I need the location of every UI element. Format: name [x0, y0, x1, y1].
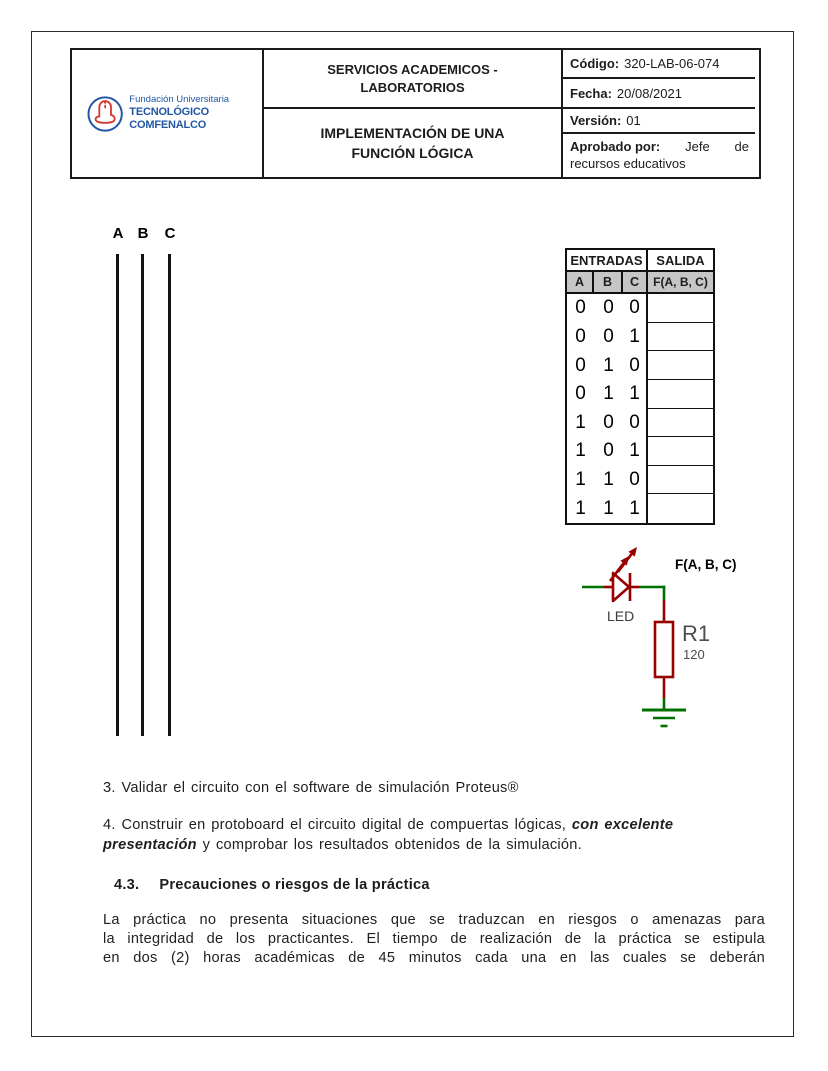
- truth-table-input-cell: 1: [629, 325, 640, 347]
- codigo-value: 320-LAB-06-074: [624, 56, 720, 71]
- aprobado-label: Aprobado por:: [570, 139, 661, 154]
- truth-table-input-cell: 1: [603, 383, 614, 405]
- section-line2: LABORATORIOS: [360, 79, 465, 95]
- circuit-output-label: F(A, B, C): [675, 557, 737, 572]
- version-label: Versión:: [570, 113, 622, 128]
- item4-line1-emphasis: con excelente: [571, 817, 674, 833]
- title-line1: IMPLEMENTACIÓN DE UNA: [320, 125, 505, 141]
- truth-table-input-cell: 0: [575, 325, 586, 347]
- truth-table-input-cell: 0: [629, 354, 640, 376]
- logo-line2: TECNOLÓGICO COMFENALCO: [129, 105, 209, 132]
- truth-table-input-cell: 1: [575, 440, 586, 462]
- meta-fecha: [563, 79, 755, 109]
- truth-table-output-cell: [648, 494, 713, 523]
- meta-version: [563, 109, 755, 134]
- body-paragraph: [103, 911, 765, 969]
- list-item-3: [103, 779, 767, 799]
- aprobado-word1: Jefe: [685, 139, 710, 154]
- input-line-a: [116, 254, 119, 736]
- truth-table-input-cell: 0: [575, 297, 586, 319]
- truth-table-output-cell: [648, 466, 713, 495]
- truth-table-input-cell: 1: [575, 469, 586, 491]
- truth-table-input-values: [567, 294, 648, 523]
- paragraph-line: en dos (2) horas académicas de 45 minutos cada una en las cuales se deberán: [103, 950, 765, 967]
- truth-table-input-cell: 0: [603, 297, 614, 319]
- resistor-value-label: 120: [683, 647, 705, 662]
- aprobado-line1: [570, 138, 749, 155]
- truth-table-output-cell: [648, 323, 713, 352]
- item4-line1: [103, 816, 767, 836]
- input-label-c: C: [164, 225, 176, 242]
- col-header-c: C: [623, 272, 648, 294]
- col-header-b: B: [594, 272, 623, 294]
- paragraph-line: la integridad de los practicantes. El tiempo de realización de la práctica se estipula: [103, 931, 765, 948]
- truth-table-output-cell: [648, 351, 713, 380]
- aprobado-word2: de: [734, 139, 749, 154]
- truth-table-input-cell: 0: [603, 440, 614, 462]
- truth-table-input-cell: 0: [629, 411, 640, 433]
- header-section-title: [264, 50, 561, 109]
- led-symbol-icon: [604, 573, 639, 601]
- item4-line2-emphasis: presentación: [103, 836, 197, 853]
- logo-line1: Fundación Universitaria: [129, 93, 230, 105]
- truth-table-input-cell: 0: [603, 411, 614, 433]
- title-line2: FUNCIÓN LÓGICA: [351, 145, 474, 161]
- truth-table-input-cell: 1: [603, 354, 614, 376]
- truth-table-input-cell: 1: [575, 497, 586, 519]
- led-circuit-diagram: [575, 533, 745, 743]
- input-line-c: [168, 254, 171, 736]
- logo-text: [129, 94, 262, 133]
- truth-table-input-cell: 0: [575, 354, 586, 376]
- list-item-4: [103, 816, 767, 855]
- salida-header: SALIDA: [648, 250, 713, 272]
- university-logo-icon: [86, 90, 124, 138]
- truth-table-input-cell: 1: [629, 383, 640, 405]
- col-header-f: F(A, B, C): [648, 272, 713, 294]
- item4-line1-normal: 4. Construir en protoboard el circuito digital de compuertas lógicas,: [103, 817, 572, 833]
- header-table: [70, 48, 761, 179]
- fecha-value: 20/08/2021: [616, 85, 682, 101]
- item4-line2-normal: y comprobar los resultados obtenidos de la simulación.: [196, 836, 582, 853]
- header-meta-cell: [563, 50, 755, 177]
- input-line-b: [141, 254, 144, 736]
- truth-table: [565, 248, 715, 525]
- truth-table-output-cell: [648, 409, 713, 438]
- section-heading: [114, 877, 430, 893]
- truth-table-output-cell: [648, 380, 713, 409]
- input-label-b: B: [137, 225, 149, 242]
- paragraph-line: La práctica no presenta situaciones que se traduzcan en riesgos o amenazas para: [103, 912, 765, 928]
- truth-table-input-cell: 0: [629, 297, 640, 319]
- heading-number: 4.3.: [114, 877, 140, 893]
- resistor-symbol-icon: [655, 600, 673, 698]
- heading-text: Precauciones o riesgos de la práctica: [159, 877, 430, 893]
- col-header-a: A: [567, 272, 594, 294]
- meta-codigo: [563, 50, 755, 79]
- input-label-a: A: [112, 225, 124, 242]
- meta-aprobado: [563, 134, 755, 177]
- version-value: 01: [626, 113, 641, 128]
- truth-table-input-cell: 0: [629, 469, 640, 491]
- ground-icon: [642, 710, 686, 726]
- codigo-label: Código:: [570, 56, 620, 71]
- item3-text: 3. Validar el circuito con el software de simulación Proteus®: [103, 780, 519, 796]
- section-line1: SERVICIOS ACADEMICOS -: [327, 61, 498, 77]
- truth-table-input-cell: 1: [629, 440, 640, 462]
- truth-table-input-cell: 0: [575, 383, 586, 405]
- led-arrows-icon: [610, 547, 637, 581]
- truth-table-output-cell: [648, 294, 713, 323]
- document-title: [264, 109, 561, 177]
- truth-table-output-cells: [648, 294, 713, 523]
- entradas-header: ENTRADAS: [567, 250, 648, 272]
- truth-table-input-cell: 1: [603, 497, 614, 519]
- fecha-label: Fecha:: [570, 85, 612, 101]
- truth-table-output-cell: [648, 437, 713, 466]
- truth-table-input-cell: 1: [603, 469, 614, 491]
- truth-table-input-cell: 1: [575, 411, 586, 433]
- header-logo-cell: [72, 50, 264, 177]
- aprobado-line2: recursos educativos: [570, 156, 686, 171]
- header-center-cell: [264, 50, 563, 177]
- truth-table-input-cell: 0: [603, 325, 614, 347]
- led-label: LED: [607, 608, 635, 624]
- resistor-ref-label: R1: [682, 621, 711, 646]
- truth-table-input-cell: 1: [629, 497, 640, 519]
- wire-segments: [582, 586, 665, 711]
- item4-line2: [103, 836, 767, 856]
